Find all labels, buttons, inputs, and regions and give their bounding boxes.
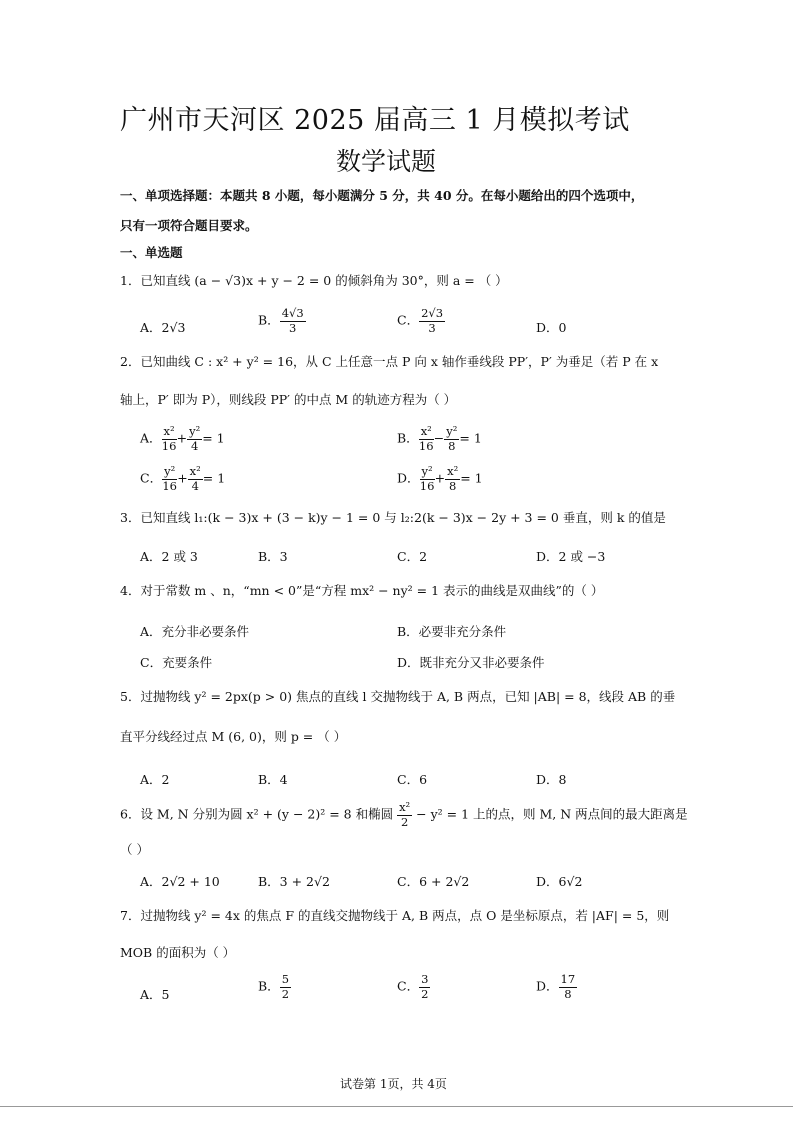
fraction-numerator: x² [447,464,459,478]
question-3-option-a: A．2 或 3 [140,549,198,564]
fraction-numerator: y² [164,464,176,478]
fraction-denominator: 16 [162,478,177,493]
section-header-line-1: 一、单项选择题：本题共 8 小题，每小题满分 5 分，共 40 分。在每小题给出的四个选项中， [120,188,644,203]
question-6-option-a: A．2√2 + 10 [140,874,220,889]
operator: + [434,470,446,486]
question-2-option-b [397,426,482,452]
fraction [162,426,177,452]
question-7-option-c [397,974,430,1000]
fraction-numerator: x² [163,424,175,438]
section-header-line-2: 只有一项符合题目要求。 [120,218,258,233]
option-label: B． [258,312,280,328]
fraction [445,466,460,492]
question-6-option-c: C．6 + 2√2 [397,874,470,889]
option-label: B． [258,978,280,994]
question-4-option-a: A．充分非必要条件 [140,624,250,639]
question-5-option-d: D．8 [536,772,567,787]
fraction-denominator: 16 [161,438,177,453]
fraction-denominator: 8 [564,986,572,1001]
question-6-text-pre: 6．设 M, N 分别为圆 x² + (y − 2)² = 8 和椭圆 [120,806,398,822]
question-5-option-a: A．2 [140,772,170,787]
equation-rhs: = 1 [459,430,482,446]
question-7-option-a: A．5 [140,987,170,1002]
question-1-option-d: D．0 [536,320,567,335]
question-4-option-b: B．必要非充分条件 [397,624,507,639]
question-6-line-1 [120,802,688,828]
option-label: C． [140,470,163,486]
question-5-option-b: B．4 [258,772,288,787]
fraction-denominator: 3 [289,320,297,335]
fraction-numerator: x² [399,800,411,814]
fraction-numerator: y² [189,424,201,438]
question-2-line-1: 2．已知曲线 C : x² + y² = 16，从 C 上任意一点 P 向 x 轴作垂线段 PP′，P′ 为垂足（若 P 在 x [120,354,659,369]
equation-rhs: = 1 [460,470,483,486]
question-1-option-c [397,308,445,334]
fraction [419,426,434,452]
question-6-line-2: （ ） [120,842,149,857]
question-3-option-d: D．2 或 −3 [536,549,606,564]
fraction-numerator: 3 [421,972,429,986]
question-5-line-1: 5．过抛物线 y² = 2px(p > 0) 焦点的直线 l 交抛物线于 A, B 两点，已知 |AB| = 8，线段 AB 的垂 [120,689,676,704]
fraction-denominator: 2 [421,986,429,1001]
fraction [187,426,202,452]
fraction [280,974,291,1000]
fraction-denominator: 4 [191,478,199,493]
fraction [559,974,578,1000]
question-2-option-d [397,466,483,492]
fraction-numerator: 2√3 [421,306,444,320]
option-label: A． [140,430,162,446]
question-7-line-2: MOB 的面积为（ ） [120,945,236,960]
question-2-option-a [140,426,225,452]
question-7-option-d [536,974,577,1000]
question-5-line-2: 直平分线经过点 M (6, 0)，则 p = （ ） [120,729,347,744]
operator: + [176,430,188,446]
fraction-numerator: y² [446,424,458,438]
fraction-numerator: x² [189,464,201,478]
question-1-option-b [258,308,306,334]
operator: − [433,430,445,446]
title-line-1: 广州市天河区 2025 届高三 1 月模拟考试 [120,105,630,136]
page-footer: 试卷第 1页，共 4页 [340,1077,447,1091]
fraction [444,426,459,452]
fraction-numerator: 4√3 [281,306,304,320]
fraction-denominator: 2 [400,814,409,829]
fraction-numerator: 5 [281,972,290,986]
question-6-text-post: − y² = 1 上的点，则 M, N 两点间的最大距离是 [412,806,688,822]
question-3-option-b: B．3 [258,549,288,564]
question-4-text: 4．对于常数 m 、n，“mn < 0”是“方程 mx² − ny² = 1 表示的曲线是双曲线”的（ ） [120,583,604,598]
equation-rhs: = 1 [202,430,225,446]
footer-divider [0,1106,793,1107]
fraction-numerator: 17 [560,972,576,986]
question-2-line-2: 轴上，P′ 即为 P），则线段 PP′ 的中点 M 的轨迹方程为（ ） [120,392,457,407]
fraction-denominator: 16 [418,438,434,453]
subsection-heading: 一、单选题 [120,245,183,260]
fraction [419,308,445,334]
option-label: C． [397,978,420,994]
option-label: B． [397,430,419,446]
fraction [397,802,412,828]
fraction [280,308,306,334]
question-4-option-c: C．充要条件 [140,655,213,670]
option-label: C． [397,312,420,328]
fraction-denominator: 2 [281,986,290,1001]
fraction-denominator: 8 [449,478,457,493]
fraction-denominator: 8 [448,438,456,453]
question-6-option-b: B．3 + 2√2 [258,874,330,889]
fraction-numerator: x² [420,424,432,438]
question-2-option-c [140,466,225,492]
question-7-line-1: 7．过抛物线 y² = 4x 的焦点 F 的直线交抛物线于 A, B 两点，点 O 是坐标原点，若 |AF| = 5，则 [120,908,670,923]
fraction [420,466,435,492]
fraction [188,466,203,492]
title-line-2: 数学试题 [336,147,437,176]
fraction-denominator: 4 [191,438,199,453]
question-3-text: 3．已知直线 l₁:(k − 3)x + (3 − k)y − 1 = 0 与 l₂:2(k − 3)x − 2y + 3 = 0 垂直，则 k 的值是 [120,510,666,525]
fraction-denominator: 3 [428,320,436,335]
fraction [419,974,430,1000]
question-5-option-c: C．6 [397,772,428,787]
question-7-option-b [258,974,291,1000]
question-3-option-c: C．2 [397,549,428,564]
question-4-option-d: D．既非充分又非必要条件 [397,655,545,670]
question-6-option-d: D．6√2 [536,874,583,889]
equation-rhs: = 1 [202,470,226,486]
question-1-option-a: A．2√3 [140,320,186,335]
fraction-numerator: y² [421,464,433,478]
operator: + [177,470,188,486]
option-label: D． [397,470,420,486]
option-label: D． [536,978,559,994]
fraction [162,466,177,492]
question-1-text: 1．已知直线 (a − √3)x + y − 2 = 0 的倾斜角为 30°，则 a = （ ） [120,273,508,288]
fraction-denominator: 16 [419,478,435,493]
